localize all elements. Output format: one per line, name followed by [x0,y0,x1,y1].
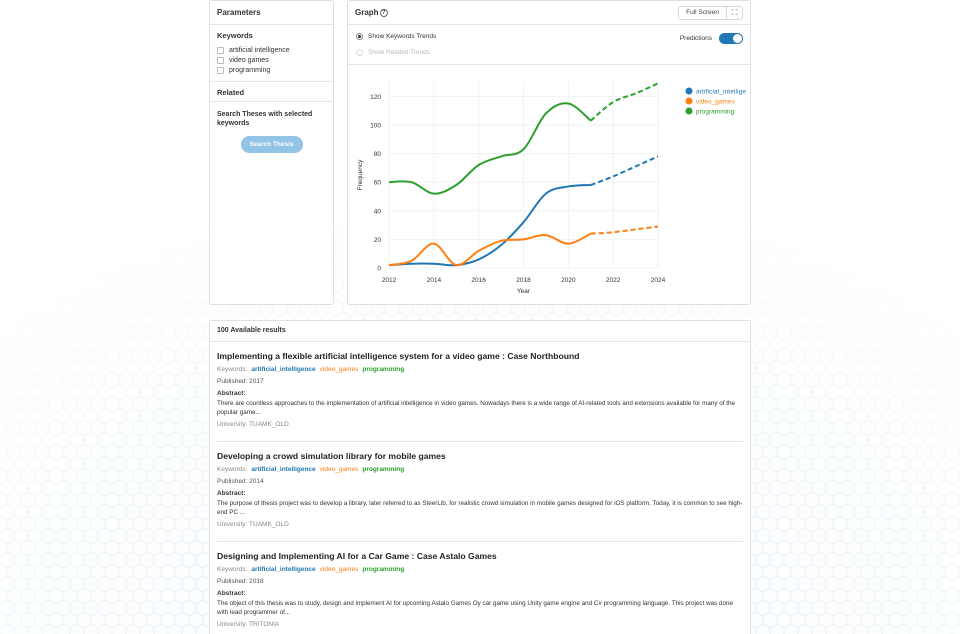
show-related-trends-radio[interactable]: Show Related Trends [356,49,430,56]
keyword-checkbox-programming[interactable]: programming [217,65,326,75]
full-screen-button[interactable] [678,6,743,20]
keyword-tag[interactable]: programming [362,466,405,473]
x-tick-label: 2018 [516,277,531,284]
keyword-tag[interactable]: video_games [319,366,359,373]
keyword-tag[interactable]: video_games [319,466,359,473]
checkbox-icon[interactable] [217,47,224,54]
results-count: 100 Available results [210,321,750,342]
x-tick-label: 2014 [426,277,442,284]
keyword-checkbox-ai[interactable]: artificial intelligence [217,45,326,55]
keyword-tag[interactable]: programming [362,366,405,373]
series-line-video_games [389,234,591,266]
related-title: Related [217,88,245,97]
university-name: TRITONIA [249,621,280,628]
result-item: Developing a crowd simulation library for mobile games Keywords: artificial_intelligence video_games programming Published: 2014 Abstract: The purpose of thesis project was to develop a library, later referred to as SteerLib, for realistic crowd simulation in mobile games designed for iOS platform. Today, it is common to see high-end PC ... University: TUAMK_OLD [217,442,743,542]
keyword-tag[interactable]: video_games [319,566,359,573]
result-title[interactable]: Implementing a flexible artificial intelligence system for a video game : Case Northbound [217,351,580,361]
full-screen-label: Full Screen [686,9,719,16]
radio-icon [356,49,363,56]
x-tick-label: 2020 [561,277,576,284]
graph-panel [347,0,751,305]
x-axis-label: Year [516,288,531,295]
keyword-tag[interactable]: artificial_intelligence [251,566,316,573]
expand-icon: ⛶ [726,7,742,19]
checkbox-icon[interactable] [217,67,224,74]
series-line-programming [389,103,591,193]
result-title[interactable]: Developing a crowd simulation library for mobile games [217,451,446,461]
legend-marker [686,88,693,95]
search-thesis-button[interactable]: Search Thesis [241,136,303,153]
question-icon[interactable]: ? [380,9,388,17]
y-tick-label: 40 [373,208,381,216]
prediction-line-video_games [591,227,658,234]
published-year: 2014 [249,478,264,485]
results-panel [209,320,751,634]
result-item: Designing and Implementing AI for a Car Game : Case Astalo Games Keywords: artificial_intelligence video_games programming Published: 2018 Abstract: The object of this thesis was to study, design and implement AI for upcoming Astalo Games Oy car game using Unity game engine and C# programming language. This project was done with lead programmer of... University: TRITONIA [217,542,743,634]
abstract-text: The purpose of thesis project was to develop a library, later referred to as SteerLib, for realistic crowd simulation in mobile games designed for iOS platform. Today, it is common to see high-end PC ... [217,500,743,516]
radio-selected-icon [356,33,363,40]
graph-title: Graph [355,8,379,17]
predictions-label: Predictions [679,35,712,42]
prediction-line-artificial_intelligence [591,156,658,185]
published-year: 2018 [249,578,264,585]
legend-marker [686,108,693,115]
legend-label-artificial_intelligence: artificial_intellige [696,88,746,96]
checkbox-icon[interactable] [217,57,224,64]
x-tick-label: 2012 [381,277,397,284]
y-tick-label: 60 [373,179,381,187]
y-tick-label: 80 [373,151,381,159]
university-name: TUAMK_OLD [249,421,289,428]
published-year: 2017 [249,378,264,385]
y-tick-label: 100 [370,122,381,130]
keywords-title: Keywords [217,31,253,40]
abstract-text: The object of this thesis was to study, design and implement AI for upcoming Astalo Games Oy car game using Unity game engine and C# programming language. This project was done with lead programmer of... [217,600,734,616]
x-tick-label: 2024 [650,277,666,284]
result-title[interactable]: Designing and Implementing AI for a Car Game : Case Astalo Games [217,551,497,561]
legend-marker [686,98,693,105]
keyword-tag[interactable]: artificial_intelligence [251,366,316,373]
prediction-line-programming [591,83,658,120]
x-tick-label: 2016 [471,277,486,284]
keyword-tag[interactable]: programming [362,566,405,573]
y-tick-label: 0 [377,265,381,273]
legend-label-video_games: video_games [696,98,735,106]
y-tick-label: 20 [373,236,381,244]
legend-label-programming: programming [696,108,735,116]
x-tick-label: 2022 [605,277,621,284]
keyword-tag[interactable]: artificial_intelligence [251,466,316,473]
trend-chart [348,66,752,304]
y-tick-label: 120 [370,93,381,101]
parameters-panel [209,0,334,305]
result-item: Implementing a flexible artificial intelligence system for a video game : Case Northbound Keywords: artificial_intelligence video_games programming Published: 2017 Abstract: There are countless approaches to the implementation of artificial intelligence in video games. Nowadays there is a wide range of AI-related tools and extensions available for many of the popular game... University: TUAMK_OLD [217,342,743,442]
y-axis-label: Frequency [357,159,364,191]
show-keywords-trends-radio[interactable]: Show Keywords Trends [356,33,436,40]
parameters-title: Parameters [210,1,333,25]
university-name: TUAMK_OLD [249,521,289,528]
keyword-checkbox-video-games[interactable]: video games [217,55,326,65]
predictions-toggle[interactable] [719,33,743,44]
search-theses-label: Search Theses with selected keywords [217,111,313,127]
abstract-text: There are countless approaches to the implementation of artificial intelligence in video games. Nowadays there is a wide range of AI-related tools and extensions available for many of the popular game... [217,400,736,416]
